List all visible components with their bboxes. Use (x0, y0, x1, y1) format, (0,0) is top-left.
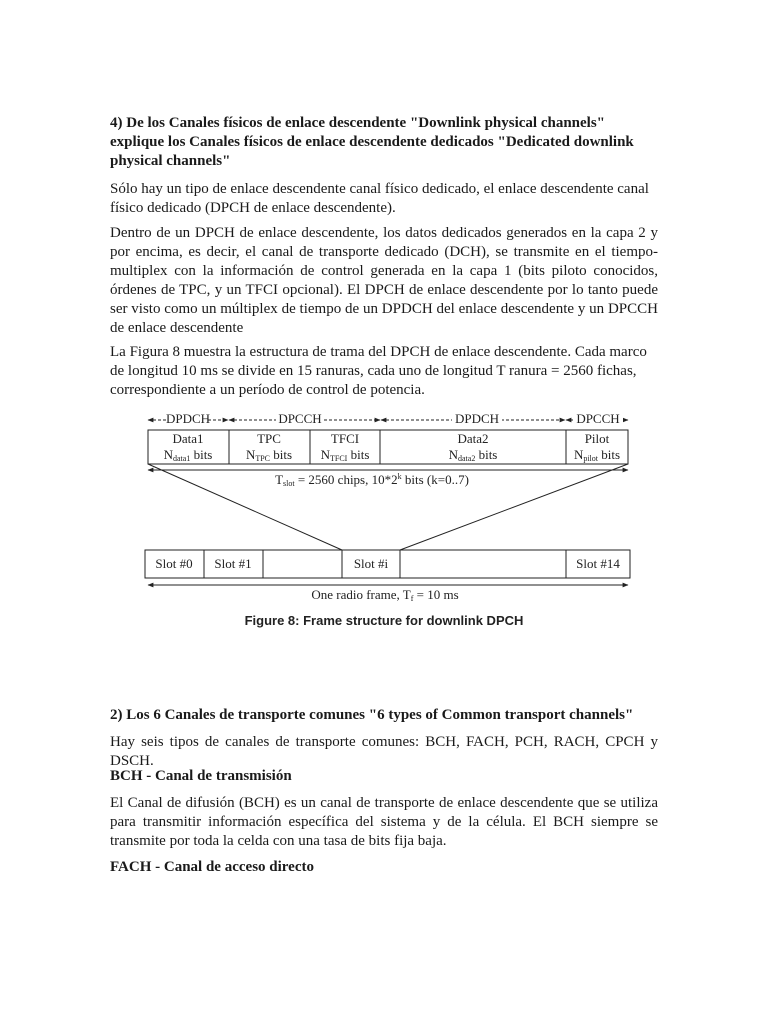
field-data1-name: Data1 (172, 431, 204, 446)
dpdch-2-label: DPDCH (454, 411, 500, 426)
field-pilot-bits: Npilot bits (573, 447, 621, 463)
field-tpc-name: TPC (257, 431, 281, 446)
radio-frame-label: One radio frame, Tf = 10 ms (311, 587, 459, 603)
slot-fields-box (148, 430, 628, 464)
bch-heading: BCH - Canal de transmisión (110, 768, 292, 784)
field-pilot-name: Pilot (584, 431, 610, 446)
field-data1-bits: Ndata1 bits (163, 447, 213, 463)
section-4-paragraph-2: Dentro de un DPCH de enlace descendente, los datos dedicados generados en la capa 2 y por encima, es decir, el canal de transporte dedicado (DCH), se transmite en el tiempo-multiplex con la información de control generada en la capa 1 (bits piloto conocidos, órdenes de TPC, y un TFCI opcional). El DPCH de enlace descendente por lo tanto puede ser visto como un múltiplex de tiempo de un DPDCH del enlace descendente y un DPCCH de enlace descendente (110, 225, 658, 336)
field-data2-bits: Ndata2 bits (448, 447, 498, 463)
field-data2-name: Data2 (457, 431, 489, 446)
dpcch-2-label: DPCCH (576, 411, 620, 426)
slot-duration-label: Tslot = 2560 chips, 10*2$^k$ bits (k=0..7) (275, 472, 469, 488)
dpdch-1-label: DPDCH (165, 411, 211, 426)
section-2-paragraph-1: Hay seis tipos de canales de transporte comunes: BCH, FACH, PCH, RACH, CPCH y DSCH. (110, 734, 658, 769)
field-tfci-bits: NTFCI bits (320, 447, 370, 463)
slot-i-label: Slot #i (353, 556, 389, 571)
section-4-heading: 4) De los Canales físicos de enlace descendente "Downlink physical channels" explique los Canales físicos de enlace descendente dedicados "Dedicated downlink physical channels" (110, 115, 634, 169)
section-4-paragraph-1: Sólo hay un tipo de enlace descendente canal físico dedicado, el enlace descendente canal físico dedicado (DPCH de enlace descendente). (110, 181, 649, 216)
field-tpc-bits: NTPC bits (245, 447, 293, 463)
bch-paragraph: El Canal de difusión (BCH) es un canal de transporte de enlace descendente que se utiliza para transmitir información específica del sistema y de la célula. El BCH siempre se transmite por toda la celda con una tasa de bits fija baja. (110, 795, 658, 849)
section-2-heading: 2) Los 6 Canales de transporte comunes "6 types of Common transport channels" (110, 707, 634, 723)
slot-14-label: Slot #14 (576, 556, 620, 571)
dpcch-1-label: DPCCH (278, 411, 322, 426)
fach-heading: FACH - Canal de acceso directo (110, 859, 314, 875)
section-4-paragraph-3: La Figura 8 muestra la estructura de trama del DPCH de enlace descendente. Cada marco de longitud 10 ms se divide en 15 ranuras, cada uno de longitud T ranura = 2560 fichas, correspondiente a un período de control de potencia. (110, 344, 647, 398)
slot-0-label: Slot #0 (155, 556, 193, 571)
slot-1-label: Slot #1 (214, 556, 252, 571)
field-tfci-name: TFCI (330, 431, 360, 446)
figure-caption: Figure 8: Frame structure for downlink DPCH (244, 613, 524, 628)
